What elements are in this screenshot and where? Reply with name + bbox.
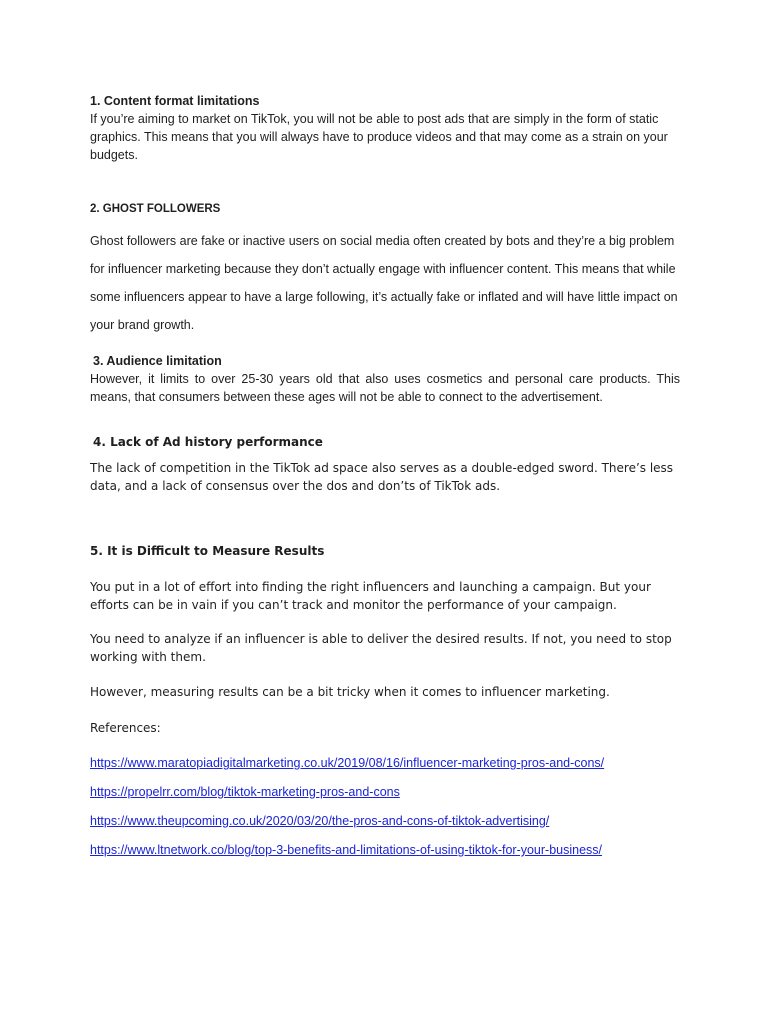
reference-link-theupcoming[interactable]: https://www.theupcoming.co.uk/2020/03/20/the-pros-and-cons-of-tiktok-advertising/ xyxy=(90,814,550,828)
reference-link-propelrr[interactable]: https://propelrr.com/blog/tiktok-marketing-pros-and-cons xyxy=(90,785,400,799)
section-para-measure-results-3: However, measuring results can be a bit tricky when it comes to influencer marketing. xyxy=(90,685,610,699)
references-label: References: xyxy=(90,721,161,735)
reference-link-ltnetwork[interactable]: https://www.ltnetwork.co/blog/top-3-benefits-and-limitations-of-using-tiktok-for-your-business/ xyxy=(90,843,603,857)
section-heading-content-format: 1. Content format limitations xyxy=(90,94,260,108)
section-body-ad-history: The lack of competition in the TikTok ad space also serves as a double-edged sword. There’s less data, and a lack of consensus over the dos and don’ts of TikTok ads. xyxy=(90,461,674,493)
section-para-measure-results-2: You need to analyze if an influencer is able to deliver the desired results. If not, you need to stop working with them. xyxy=(90,632,672,664)
section-heading-audience-limitation: 3. Audience limitation xyxy=(93,354,222,368)
reference-link-maratopia[interactable]: https://www.maratopiadigitalmarketing.co.uk/2019/08/16/influencer-marketing-pros-and-cons/ xyxy=(90,756,605,770)
section-heading-ad-history: 4. Lack of Ad history performance xyxy=(93,435,323,449)
section-para-measure-results-1: You put in a lot of effort into finding the right influencers and launching a campaign. But your efforts can be in vain if you can’t track and monitor the performance of your campaign. xyxy=(90,580,651,612)
section-body-content-format: If you’re aiming to market on TikTok, you will not be able to post ads that are simply in the form of static graphics. This means that you will always have to produce videos and that may come as a strain on your budgets. xyxy=(90,112,668,162)
section-heading-ghost-followers: 2. GHOST FOLLOWERS xyxy=(90,203,221,215)
section-heading-measure-results: 5. It is Difficult to Measure Results xyxy=(90,544,325,558)
section-body-ghost-followers: Ghost followers are fake or inactive users on social media often created by bots and they’re a big problem for influencer marketing because they don’t actually engage with influencer content. This means that while some influencers appear to have a large following, it’s actually fake or inflated and will have little impact on your brand growth. xyxy=(90,234,678,332)
section-body-audience-limitation: However, it limits to over 25-30 years old that also uses cosmetics and personal care products. This means, that consumers between these ages will not be able to connect to the advertisement. xyxy=(90,372,680,404)
